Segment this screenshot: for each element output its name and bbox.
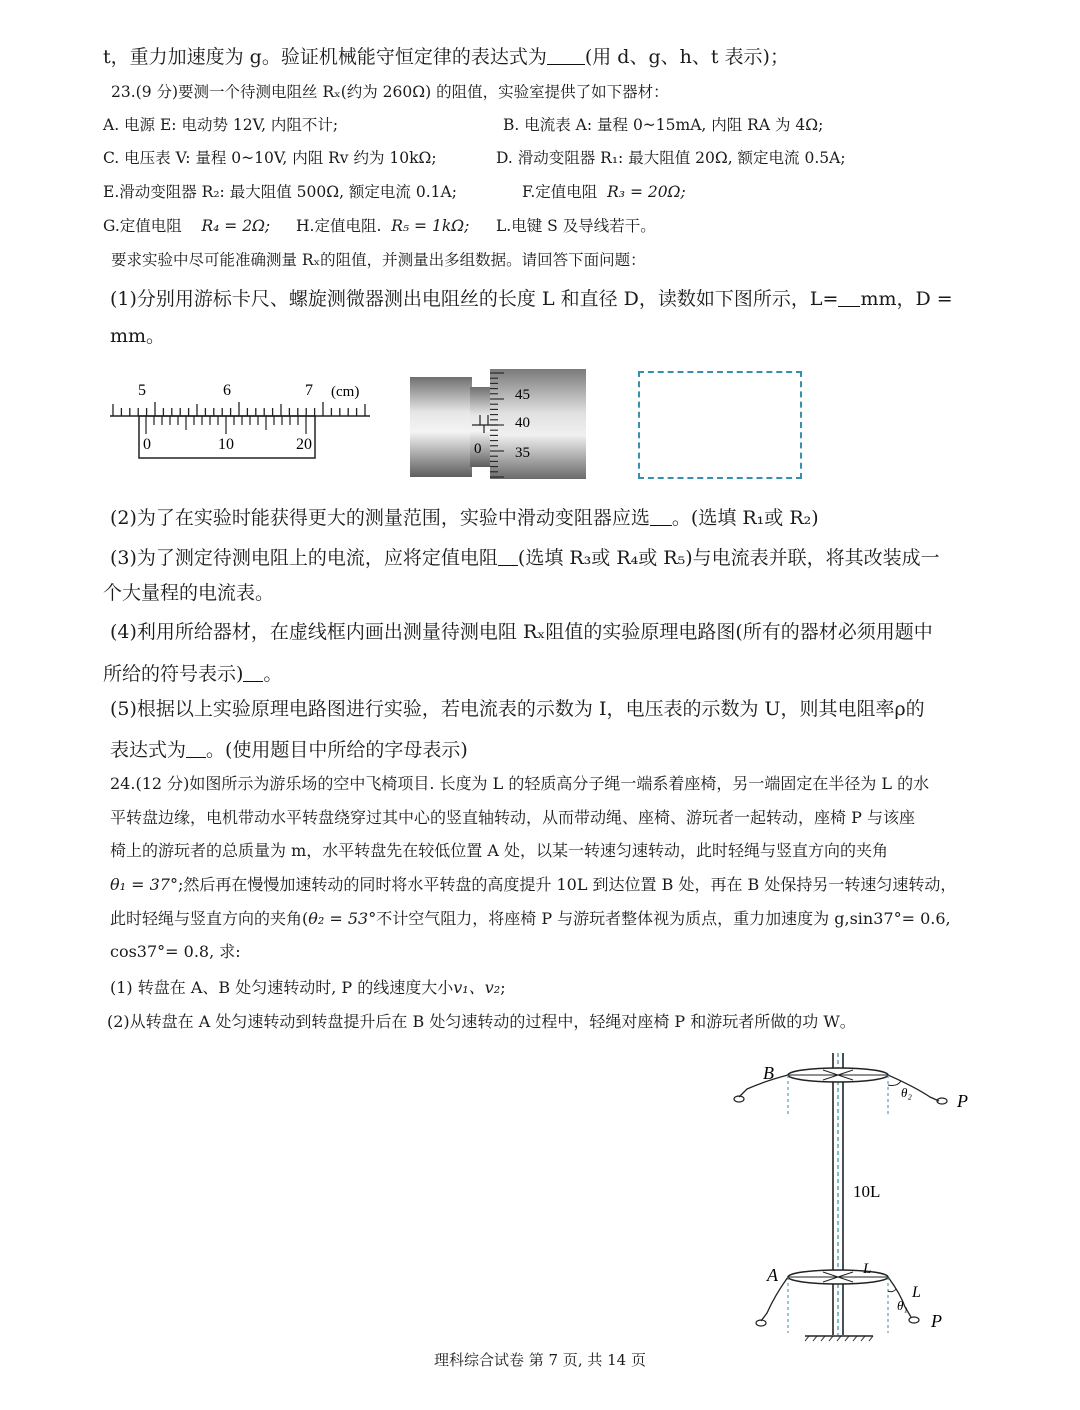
theta2-value: θ₂ = 53°	[308, 909, 377, 928]
label-p-bottom: P	[931, 1311, 942, 1331]
sub-1-text: (1) 转盘在 A、B 处匀速转动时, P 的线速度大小	[110, 978, 454, 997]
rope-b-right	[888, 1075, 939, 1101]
item-l: L.电键 S 及导线若干。	[496, 217, 656, 235]
answer-blank	[498, 546, 518, 566]
part-4-line-2	[103, 662, 282, 684]
vernier-label-0: 0	[143, 436, 151, 453]
item-b: B. 电流表 A: 量程 0~15mA, 内阻 RA 为 4Ω;	[503, 116, 824, 134]
part-1-text: (1)分别用游标卡尺、螺旋测微器测出电阻丝的长度 L 和直径 D，读数如下图所示，L=	[110, 288, 839, 310]
part-2-line	[110, 506, 819, 528]
part-2-text: (2)为了在实验时能获得更大的测量范围，实验中滑动变阻器应选	[110, 507, 650, 529]
item-f-value: R₃ = 20Ω;	[607, 183, 686, 201]
label-a: A	[767, 1265, 778, 1285]
part-3-line-1	[110, 546, 940, 568]
part-1-text-b: mm，D =	[860, 288, 953, 310]
item-g	[103, 219, 270, 235]
answer-blank	[838, 287, 860, 307]
item-g-label: G.定值电阻	[103, 217, 182, 235]
micrometer-figure	[410, 367, 588, 482]
label-l-rope: L	[912, 1284, 921, 1301]
thimble-label-35: 35	[515, 445, 530, 461]
part-5-text-b: 。(使用题目中所给的字母表示)	[206, 739, 468, 761]
micrometer-thimble	[490, 369, 586, 479]
item-c: C. 电压表 V: 量程 0~10V, 内阻 Rv 约为 10kΩ;	[103, 149, 437, 167]
item-e: E.滑动变阻器 R₂: 最大阻值 500Ω, 额定电流 0.1A;	[103, 183, 457, 201]
part-4-line-1: (4)利用所给器材，在虚线框内画出测量待测电阻 Rₓ阻值的实验原理电路图(所有的器材必须用题中	[110, 621, 933, 643]
q22-tail-post: (用 d、g、h、t 表示)；	[584, 46, 789, 68]
micrometer-frame	[410, 377, 472, 477]
item-h-label: H.定值电阻.	[296, 217, 382, 235]
part-3-text: (3)为了测定待测电阻上的电流，应将定值电阻	[110, 547, 498, 569]
vernier-sub-scale	[146, 416, 306, 434]
requirement-line: 要求实验中尽可能准确测量 Rₓ的阻值，并测量出多组数据。请回答下面问题：	[111, 251, 646, 269]
item-h-value: R₅ = 1kΩ;	[391, 217, 470, 235]
label-p-top: P	[957, 1091, 968, 1111]
item-h	[296, 219, 469, 235]
main-label-5: 5	[138, 382, 146, 399]
label-b: B	[763, 1063, 774, 1083]
part-5-line-2	[110, 738, 468, 760]
label-10l: 10L	[853, 1182, 881, 1201]
label-theta2: θ₂	[901, 1085, 912, 1100]
unit-label: (cm)	[331, 384, 360, 400]
main-label-6: 6	[223, 382, 231, 399]
q24-line-6: cos37°= 0.8, 求:	[110, 942, 241, 961]
q24-line-5-c: 不计空气阻力，将座椅 P 与游玩者整体视为质点，重力加速度为 g,sin37°= 0.6,	[376, 909, 951, 928]
q24-line-3: 椅上的游玩者的总质量为 m，水平转盘先在较低位置 A 处，以某一转速匀速转动，此时轻绳与竖直方向的夹角	[110, 841, 888, 860]
sub-1-end: ;	[500, 978, 506, 997]
theta1-value: θ₁ = 37°	[110, 875, 178, 894]
q24-sub-1	[110, 980, 506, 996]
part-2-text-b: 。(选填 R₁或 R₂)	[671, 507, 819, 529]
label-l-radius: L	[863, 1261, 872, 1277]
q24-line-4-text: ;然后再在慢慢加速转动的同时将水平转盘的高度提升 10L 到达位置 B 处，再在 B 处保持另一转速匀速转动，	[177, 875, 957, 894]
sleeve-label-0: 0	[474, 441, 482, 457]
part-3-line-2: 个大量程的电流表。	[103, 582, 275, 604]
thimble-label-45: 45	[515, 387, 530, 403]
item-d: D. 滑动变阻器 R₁: 最大阻值 20Ω, 额定电流 0.5A;	[496, 149, 846, 167]
page-footer: 理科综合试卷 第 7 页, 共 14 页	[433, 1351, 646, 1369]
answer-blank	[547, 45, 585, 65]
answer-blank	[243, 662, 263, 682]
q24-line-1: 24.(12 分)如图所示为游乐场的空中飞椅项目. 长度为 L 的轻质高分子绳一端系着座椅，另一端固定在半径为 L 的水	[110, 774, 930, 793]
main-label-7: 7	[305, 382, 313, 399]
flying-chair-figure	[725, 1045, 985, 1345]
chair-p-bottom	[909, 1317, 919, 1323]
part-5-text: 表达式为	[110, 739, 187, 761]
label-theta1: θ₁	[897, 1298, 908, 1313]
item-a: A. 电源 E: 电动势 12V, 内阻不计;	[103, 116, 339, 134]
part-1-line-1	[110, 287, 953, 309]
item-f-label: F.定值电阻	[522, 183, 598, 201]
q24-line-4	[110, 877, 956, 893]
q22-tail-line	[103, 45, 789, 67]
vernier-label-10: 10	[218, 436, 234, 453]
vernier-label-20: 20	[296, 436, 312, 453]
q24-line-2: 平转盘边缘，电机带动水平转盘绕穿过其中心的竖直轴转动，从而带动绳、座椅、游玩者一起转动，座椅 P 与该座	[110, 808, 915, 827]
thimble-label-40: 40	[515, 415, 530, 431]
vernier-caliper-figure	[105, 378, 375, 460]
part-4-text: 所给的符号表示)	[103, 663, 244, 685]
part-5-line-1: (5)根据以上实验原理电路图进行实验，若电流表的示数为 I，电压表的示数为 U，则其电阻率ρ的	[110, 698, 925, 720]
part-3-text-b: (选填 R₃或 R₄或 R₅)与电流表并联，将其改装成一	[517, 547, 940, 569]
answer-blank	[186, 738, 206, 758]
vernier-main-scale	[113, 402, 365, 416]
q24-sub-2: (2)从转盘在 A 处匀速转动到转盘提升后在 B 处匀速转动的过程中，轻绳对座椅 P 和游玩者所做的功 W。	[107, 1012, 856, 1031]
answer-blank	[650, 506, 672, 526]
part-4-text-b: 。	[263, 663, 283, 685]
q23-title: 23.(9 分)要测一个待测电阻丝 Rₓ(约为 260Ω) 的阻值，实验室提供了如下器材：	[111, 83, 669, 101]
circuit-drawing-box[interactable]	[638, 371, 802, 479]
item-g-value: R₄ = 2Ω;	[201, 217, 271, 235]
item-f	[522, 185, 686, 201]
q24-line-5-a: 此时轻绳与竖直方向的夹角(	[110, 909, 309, 928]
q22-tail-pre: t，重力加速度为 g。验证机械能守恒定律的表达式为	[103, 46, 547, 68]
velocity-symbols: v₁、v₂	[453, 978, 501, 997]
part-1-line-2: mm。	[110, 325, 166, 347]
q24-line-5	[110, 911, 951, 927]
